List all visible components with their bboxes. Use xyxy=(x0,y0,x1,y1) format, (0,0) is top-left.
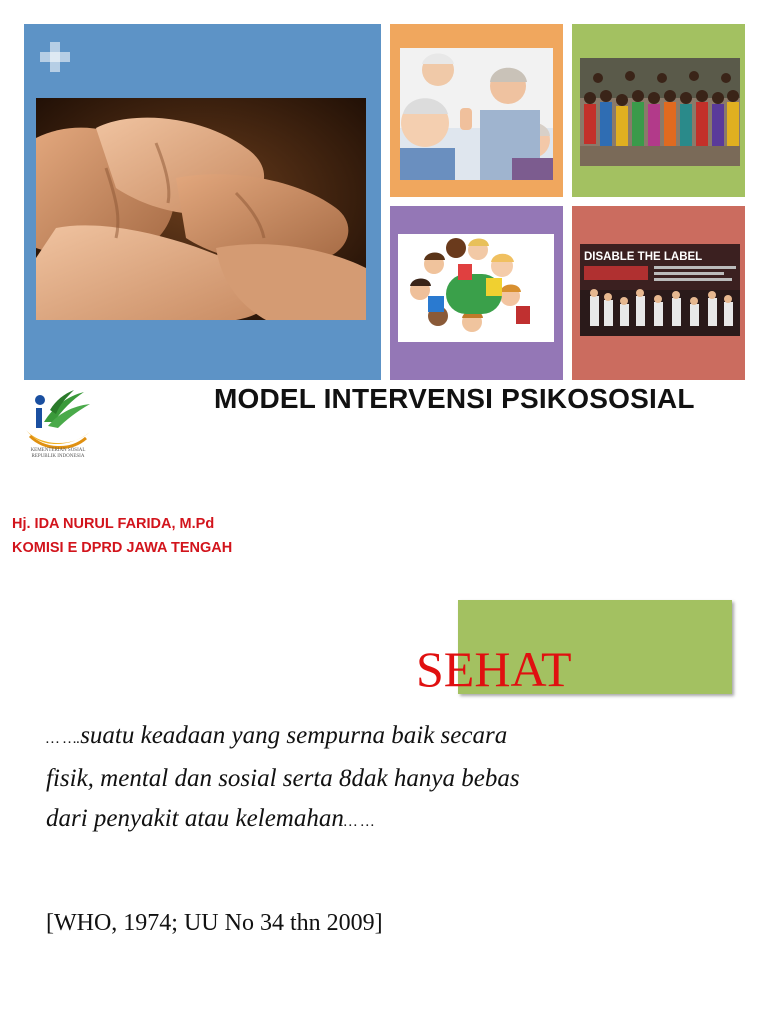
author-name: Hj. IDA NURUL FARIDA, M.Pd xyxy=(12,516,215,532)
page-title: MODEL INTERVENSI PSIKOSOSIAL xyxy=(214,383,695,414)
quote-trail: … … xyxy=(343,814,375,830)
quote-line-3: dari penyakit atau kelemahan… … xyxy=(46,805,375,832)
logo-caption-line1: KEMENTERIAN SOSIAL xyxy=(30,448,86,453)
logo-caption-line2: REPUBLIK INDONESIA xyxy=(31,454,85,459)
children-circle-photo xyxy=(398,234,554,342)
disable-label-banner: DISABLE THE LABEL xyxy=(584,251,703,263)
citation: [WHO, 1974; UU No 34 thn 2009] xyxy=(46,910,383,936)
author-role: KOMISI E DPRD JAWA TENGAH xyxy=(12,540,233,556)
kemensos-logo xyxy=(20,388,96,464)
definition-quote xyxy=(46,716,646,842)
section-heading: SEHAT xyxy=(416,641,572,697)
hands-photo xyxy=(36,98,366,320)
quote-line-1: … ….suatu keadaan yang sempurna baik secara xyxy=(46,722,508,749)
quote-line-2: fisik, mental dan sosial serta 8dak hanya bebas xyxy=(46,765,520,792)
quote-lead: … …. xyxy=(46,731,81,747)
plus-icon xyxy=(38,40,72,74)
crowd-photo xyxy=(580,58,740,166)
elderly-group-photo xyxy=(400,48,553,180)
disable-label-photo xyxy=(580,244,740,336)
